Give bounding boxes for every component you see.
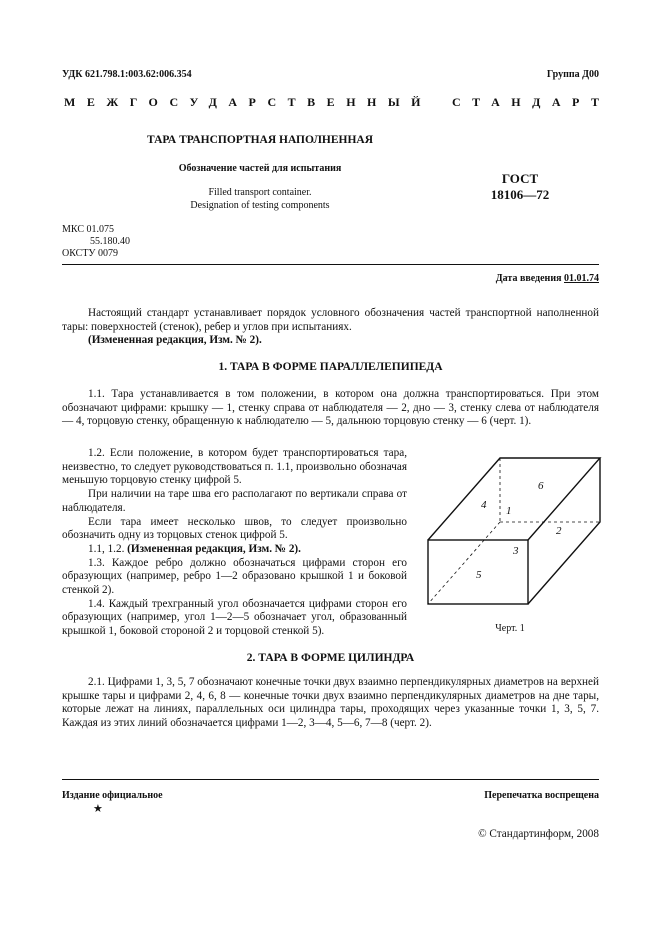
group-code: Группа Д00 (546, 69, 599, 80)
para-1-2-multiple-seams: Если тара имеет несколько швов, то следует произвольно обозначить одну из торцовых стенок цифрой 5. (62, 515, 407, 542)
para-1-4: 1.4. Каждый трехгранный угол обозначается цифрами сторон его образующих (например, угол 1—2—5 обозначает угол, образованный крышкой 1, боковой стороной 2 и торцовой стенкой 5). (62, 597, 407, 638)
official-edition: Издание официальное (62, 790, 163, 801)
standard-type-word-1: МЕЖГОСУДАРСТВЕННЫЙ (64, 95, 432, 109)
section-1-heading: 1. ТАРА В ФОРМЕ ПАРАЛЛЕЛЕПИПЕДА (218, 361, 443, 373)
header-divider (62, 264, 599, 265)
english-title-line-2: Designation of testing components (190, 200, 330, 211)
intro-date (496, 273, 599, 284)
gost-label: ГОСТ (501, 171, 539, 186)
section-2-heading: 2. ТАРА В ФОРМЕ ЦИЛИНДРА (246, 652, 415, 664)
figure-1-box-diagram (420, 448, 605, 608)
document-subtitle: Обозначение частей для испытания (178, 163, 342, 174)
para-2-1: 2.1. Цифрами 1, 3, 5, 7 обозначают конечные точки двух взаимно перпендикулярных диаметров на верхней крышке тары и цифрами 2, 4, 6, 8 — конечные точки двух взаимно перпендикулярных диаметров на дне тары, которые лежат на линиях, параллельных оси цилиндра тары, проходящих через указанные точки 1, 3, 5, 7. Каждая из этих линий обозначается цифрами 1—2, 3—4, 5—6, 7—8 (черт. 2). (62, 676, 599, 730)
label-face-5: 5 (476, 569, 482, 581)
preamble (62, 307, 599, 348)
top-face-edges (428, 458, 600, 540)
para-1-1: 1.1. Тара устанавливается в том положении, в котором она должна транспортироваться. При этом обозначают цифрами: крышку — 1, стенку справа от наблюдателя — 2, дно — 3, стенку слева от наблюдателя — 4, торцовую стенку, обращенную к наблюдателю — 5, дальнюю торцовую стенку — 6 (черт. 1). (62, 388, 599, 428)
amendment-prefix: 1.1, 1.2. (88, 542, 125, 555)
udk-code: УДК 621.798.1:003.62:006.354 (62, 69, 192, 80)
standard-type-word-2: СТАНДАРТ (452, 95, 611, 109)
para-1-3: 1.3. Каждое ребро должно обозначаться цифрами сторон его образующих (например, ребро 1—2 образовано крышкой 1 и боковой стенкой 2). (62, 556, 407, 597)
document-title: ТАРА ТРАНСПОРТНАЯ НАПОЛНЕННАЯ (146, 134, 374, 146)
section-1-left-column (62, 447, 407, 639)
okstu-code: ОКСТУ 0079 (62, 248, 119, 259)
intro-date-value: 01.01.74 (564, 273, 599, 284)
label-face-6: 6 (538, 480, 544, 492)
label-face-1: 1 (506, 505, 512, 517)
footer-divider (62, 779, 599, 780)
gost-number: 18106—72 (490, 187, 550, 202)
label-face-2: 2 (556, 525, 562, 537)
intro-date-label: Дата введения (495, 273, 562, 284)
mks-code-2: 55.180.40 (90, 236, 130, 247)
label-face-4: 4 (481, 499, 487, 511)
mks-code-1: МКС 01.075 (62, 224, 114, 235)
amendment-text: (Измененная редакция, Изм. № 2). (127, 542, 301, 555)
section-2-para-2-1 (62, 676, 599, 731)
hidden-edge-diagonal (428, 522, 500, 604)
english-title-line-1: Filled transport container. (208, 187, 312, 198)
preamble-amendment: (Измененная редакция, Изм. № 2). (88, 334, 262, 347)
para-1-2: 1.2. Если положение, в котором будет транспортироваться тара, неизвестно, то следует руководствоваться п. 1.1, произвольно обозначая меньшую торцовую стенку цифрой 5. (62, 447, 407, 487)
preamble-text: Настоящий стандарт устанавливает порядок условного обозначения частей транспортной наполненной тары: поверхностей (стенок), ребер и углов при испытаниях. (62, 307, 599, 333)
para-1-2-seam: При наличии на таре шва его располагают по вертикали справа от наблюдателя. (62, 488, 407, 514)
amendment-1-1-1-2 (62, 543, 407, 557)
label-face-3: 3 (513, 545, 519, 557)
copyright: © Стандартинформ, 2008 (478, 828, 599, 840)
figure-1-caption: Черт. 1 (495, 623, 525, 634)
reprint-prohibited: Перепечатка воспрещена (484, 790, 599, 801)
star-icon: ★ (93, 803, 103, 815)
section-1-para-1-1 (62, 388, 599, 429)
